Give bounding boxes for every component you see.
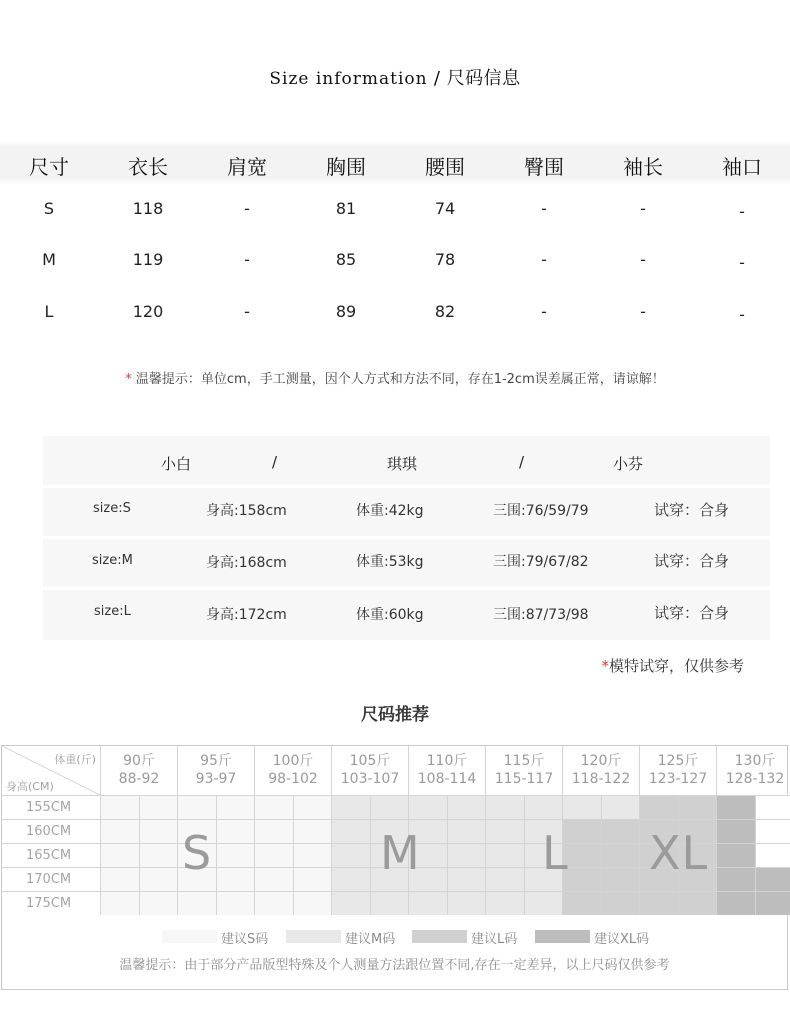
grid-cell: [293, 891, 332, 915]
weight-column-header: [254, 746, 331, 795]
weight-range: 93-97: [195, 771, 237, 787]
model-cell: 身高:158cm: [206, 503, 287, 519]
grid-cell: [601, 819, 640, 843]
grid-cell: [639, 795, 678, 819]
measurement-tip: [0, 368, 790, 387]
grid-cell: [755, 843, 790, 867]
weight-label: 105斤: [349, 753, 391, 769]
grid-cell: [100, 891, 139, 915]
size-cell: -: [541, 302, 547, 321]
grid-cell: [562, 891, 601, 915]
recommend-title: 尺码推荐: [361, 705, 429, 725]
grid-cell: [755, 891, 790, 915]
grid-cell: [254, 891, 293, 915]
model-cell: size:S: [93, 501, 131, 516]
size-letter-s: S: [182, 826, 213, 880]
row-divider: [43, 536, 770, 539]
model-name-2: 琪琪: [387, 455, 418, 473]
grid-cell: [485, 891, 524, 915]
weight-label: 120斤: [580, 753, 622, 769]
grid-cell: [331, 795, 370, 819]
grid-cell: [100, 843, 139, 867]
grid-cell: [485, 867, 524, 891]
size-cell: -: [244, 199, 250, 218]
height-row-label: 175CM: [2, 891, 100, 915]
grid-cell: [216, 795, 255, 819]
note-star: *: [601, 657, 609, 675]
grid-cell: [755, 795, 790, 819]
weight-label: 125斤: [657, 753, 699, 769]
grid-cell: [177, 795, 216, 819]
size-cell: 118: [132, 199, 164, 218]
weight-range: 108-114: [417, 771, 477, 787]
weight-label: 115斤: [503, 753, 545, 769]
title-en: Size information: [269, 69, 428, 89]
grid-cell: [254, 867, 293, 891]
legend-swatch-m: [286, 930, 341, 943]
grid-cell: [447, 795, 486, 819]
model-cell: 身高:168cm: [206, 555, 287, 571]
grid-cell: [562, 795, 601, 819]
grid-cell: [177, 891, 216, 915]
grid-cell: [755, 819, 790, 843]
size-cell: -: [739, 202, 745, 221]
header-waist: 腰围: [425, 155, 465, 179]
grid-cell: [139, 891, 178, 915]
corner-weight-label: 体重(斤): [54, 753, 96, 766]
height-row-label: 170CM: [2, 867, 100, 891]
grid-cell: [139, 795, 178, 819]
weight-label: 95斤: [200, 753, 232, 769]
title-cn: 尺码信息: [446, 68, 521, 89]
model-name-1: 小白: [161, 455, 192, 473]
size-letter-l: L: [542, 826, 569, 880]
size-cell: L: [44, 302, 54, 321]
height-row-label: 165CM: [2, 843, 100, 867]
grid-cell: [716, 795, 755, 819]
model-cell: size:M: [92, 553, 133, 568]
grid-cell: [254, 819, 293, 843]
tip-text: 温馨提示：单位cm，手工测量，因个人方式和方法不同，存在1-2cm误差属正常，请谅解！: [131, 372, 665, 387]
weight-range: 118-122: [571, 771, 631, 787]
weight-column-header: [562, 746, 639, 795]
size-cell: -: [739, 305, 745, 324]
title-separator: /: [427, 68, 447, 89]
size-cell: -: [640, 199, 646, 218]
grid-cell: [331, 867, 370, 891]
grid-cell: [601, 891, 640, 915]
grid-cell: [524, 891, 563, 915]
grid-cell: [216, 843, 255, 867]
weight-range: 115-117: [494, 771, 554, 787]
legend-swatch-xl: [535, 930, 590, 943]
header-length: 衣长: [128, 155, 168, 179]
model-cell: 体重:53kg: [356, 554, 424, 570]
weight-label: 100斤: [272, 753, 314, 769]
size-cell: 119: [132, 250, 164, 269]
grid-cell: [293, 843, 332, 867]
size-letter-m: M: [380, 826, 421, 880]
weight-range: 123-127: [648, 771, 708, 787]
grid-cell: [331, 819, 370, 843]
size-row-s: [0, 199, 790, 223]
size-cell: 82: [434, 302, 456, 321]
row-divider: [43, 485, 770, 488]
weight-column-header: [331, 746, 408, 795]
grid-cell: [524, 795, 563, 819]
size-row-m: [0, 250, 790, 274]
model-cell: 试穿：合身: [654, 552, 730, 570]
grid-cell: [639, 891, 678, 915]
size-cell: -: [541, 250, 547, 269]
grid-cell: [447, 843, 486, 867]
model-divider: /: [272, 453, 278, 471]
grid-cell: [716, 891, 755, 915]
page-title: [0, 64, 790, 90]
grid-cell: [254, 795, 293, 819]
weight-column-header: [485, 746, 562, 795]
weight-column-header: [639, 746, 716, 795]
header-chest: 胸围: [326, 155, 366, 179]
header-cuff: 袖口: [722, 155, 762, 179]
weight-column-header: [408, 746, 485, 795]
grid-cell: [601, 843, 640, 867]
grid-cell: [293, 819, 332, 843]
grid-cell: [408, 891, 447, 915]
size-cell: -: [739, 253, 745, 272]
legend-label-s: 建议S码: [221, 932, 269, 947]
grid-cell: [678, 891, 717, 915]
size-cell: -: [244, 250, 250, 269]
weight-column-header: [177, 746, 254, 795]
header-shoulder: 肩宽: [227, 155, 267, 179]
size-cell: S: [43, 199, 55, 218]
grid-cell: [216, 867, 255, 891]
grid-cell: [216, 819, 255, 843]
model-cell: 身高:172cm: [206, 607, 287, 623]
height-row-label: 155CM: [2, 795, 100, 819]
size-recommend-grid: [1, 745, 788, 990]
header-hip: 臀围: [524, 155, 564, 179]
grid-cell: [370, 795, 409, 819]
corner-height-label: 身高(CM): [6, 780, 54, 793]
row-divider: [43, 587, 770, 590]
grid-cell: [485, 843, 524, 867]
model-cell: 试穿：合身: [654, 501, 730, 519]
size-row-l: [0, 302, 790, 326]
note-text: 模特试穿，仅供参考: [608, 657, 744, 675]
grid-cell: [254, 843, 293, 867]
tip-star: *: [125, 372, 132, 387]
grid-cell: [139, 819, 178, 843]
grid-cell: [601, 795, 640, 819]
size-cell: 85: [335, 250, 357, 269]
size-cell: -: [640, 250, 646, 269]
size-cell: -: [541, 199, 547, 218]
grid-cell: [716, 867, 755, 891]
grid-cell: [678, 795, 717, 819]
model-name-3: 小芬: [613, 455, 644, 473]
model-cell: size:L: [94, 604, 131, 619]
size-cell: 78: [434, 250, 456, 269]
grid-cell: [331, 843, 370, 867]
grid-cell: [485, 819, 524, 843]
model-cell: 试穿：合身: [654, 604, 730, 622]
weight-range: 88-92: [118, 771, 160, 787]
grid-cell: [139, 843, 178, 867]
grid-cell: [408, 795, 447, 819]
grid-cell: [755, 867, 790, 891]
recommend-note: 温馨提示：由于部分产品版型特殊及个人测量方法跟位置不同,存在一定差异，以上尺码仅供参考: [119, 958, 670, 973]
model-note: [601, 655, 744, 676]
header-sleeve-length: 袖长: [623, 155, 663, 179]
model-cell: 三围:79/67/82: [493, 554, 589, 570]
grid-cell: [100, 795, 139, 819]
size-cell: 74: [434, 199, 456, 218]
grid-cell: [447, 819, 486, 843]
size-cell: 81: [335, 199, 357, 218]
size-cell: 89: [335, 302, 357, 321]
model-divider: /: [519, 453, 525, 471]
grid-cell: [293, 867, 332, 891]
model-cell: 三围:76/59/79: [493, 503, 589, 519]
model-cell: 三围:87/73/98: [493, 607, 589, 623]
size-cell: -: [244, 302, 250, 321]
weight-range: 98-102: [268, 771, 318, 787]
legend-swatch-s: [162, 930, 217, 943]
weight-label: 90斤: [123, 753, 155, 769]
height-row-label: 160CM: [2, 819, 100, 843]
grid-cell: [293, 795, 332, 819]
grid-cell: [485, 795, 524, 819]
model-cell: 体重:60kg: [356, 607, 424, 623]
grid-cell: [331, 891, 370, 915]
size-letter-xl: XL: [649, 826, 709, 880]
weight-label: 130斤: [734, 753, 776, 769]
weight-column-header: [100, 746, 177, 795]
weight-range: 128-132: [725, 771, 785, 787]
weight-column-header: [716, 746, 790, 795]
legend-label-xl: 建议XL码: [594, 932, 650, 947]
legend-label-m: 建议M码: [345, 932, 396, 947]
weight-range: 103-107: [340, 771, 400, 787]
model-cell: 体重:42kg: [356, 503, 424, 519]
size-cell: 120: [132, 302, 164, 321]
grid-cell: [601, 867, 640, 891]
grid-cell: [716, 819, 755, 843]
grid-cell: [447, 867, 486, 891]
grid-corner: [2, 746, 100, 795]
grid-cell: [447, 891, 486, 915]
size-table-header: [0, 141, 790, 185]
grid-cell: [100, 867, 139, 891]
grid-cell: [716, 843, 755, 867]
legend-swatch-l: [412, 930, 467, 943]
weight-label: 110斤: [426, 753, 468, 769]
legend-label-l: 建议L码: [471, 932, 518, 947]
size-cell: -: [640, 302, 646, 321]
grid-cell: [139, 867, 178, 891]
header-size: 尺寸: [29, 155, 69, 179]
grid-cell: [216, 891, 255, 915]
size-cell: M: [42, 250, 56, 269]
grid-cell: [370, 891, 409, 915]
grid-cell: [100, 819, 139, 843]
